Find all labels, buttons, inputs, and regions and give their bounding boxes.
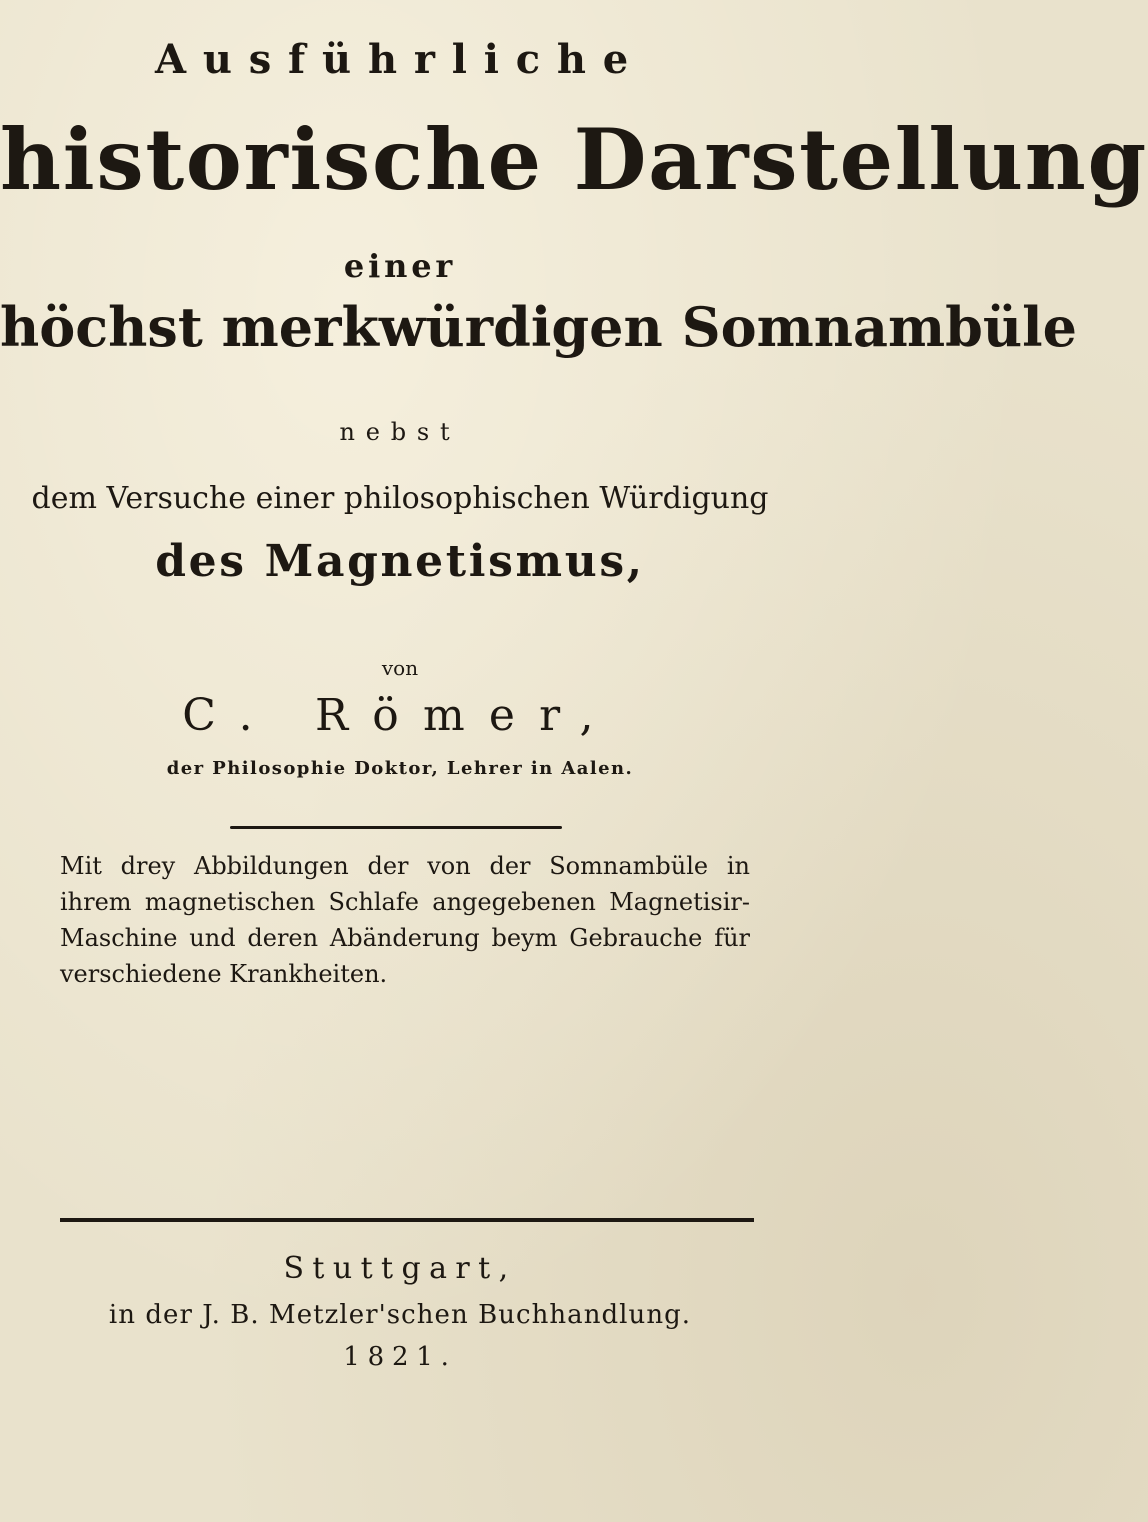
imprint-publisher: in der J. B. Metzler'schen Buchhandlung.: [108, 1300, 692, 1330]
author-name: C. Römer,: [182, 690, 618, 741]
connector-von: von: [381, 656, 419, 680]
connector-einer: einer: [343, 247, 457, 285]
illustrations-description: Mit drey Abbildungen der von der Somnambüle in ihrem magnetischen Schlafe angegebenen Magnetisir-Maschine und deren Abänderung beym Gebrauche für verschiedene Krankheiten.: [60, 852, 750, 988]
essay-line-2: des Magnetismus,: [155, 536, 645, 587]
essay-line-1: dem Versuche einer philosophischen Würdigung: [31, 481, 769, 516]
kicker-line: Ausführliche: [155, 36, 645, 83]
connector-nebst: nebst: [339, 418, 461, 446]
main-title: historische Darstellung: [0, 110, 1148, 209]
subtitle: höchst merkwürdigen Somnambüle: [0, 295, 1077, 359]
author-profession: der Philosophie Doktor, Lehrer in Aalen.: [166, 758, 634, 779]
imprint-place: Stuttgart,: [283, 1251, 517, 1286]
ornamental-rule: [230, 826, 562, 829]
imprint-year: 1821.: [343, 1342, 457, 1372]
divider-rule: [60, 1218, 754, 1222]
